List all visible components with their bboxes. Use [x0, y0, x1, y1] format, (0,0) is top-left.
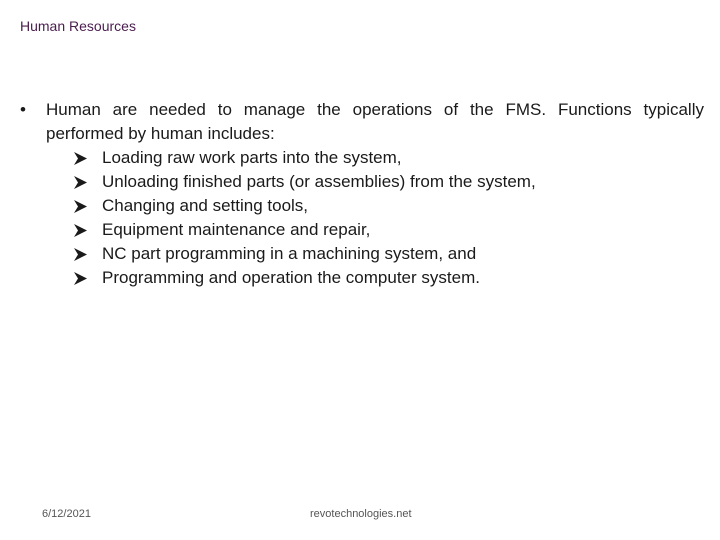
arrowhead-bullet-icon [74, 194, 102, 218]
slide-content [20, 98, 704, 290]
sub-bullet-text: Loading raw work parts into the system, [102, 148, 402, 167]
arrowhead-bullet-icon [74, 170, 102, 194]
sub-bullet-text: Unloading finished parts (or assemblies) from the system, [102, 172, 536, 191]
sub-bullet-text: Changing and setting tools, [102, 196, 309, 215]
sub-bullet-list [20, 146, 704, 290]
sub-bullet-text: Equipment maintenance and repair, [102, 220, 371, 239]
arrowhead-bullet-icon [74, 146, 102, 170]
arrowhead-bullet-icon [74, 218, 102, 242]
sub-bullet-item [74, 266, 704, 290]
main-bullet [20, 98, 704, 146]
sub-bullet-item [74, 218, 704, 242]
bullet-text: Human are needed to manage the operations of the FMS. Functions typically performed by human includes: [46, 100, 704, 143]
sub-bullet-text: Programming and operation the computer system. [102, 268, 480, 287]
sub-bullet-item [74, 170, 704, 194]
arrowhead-bullet-icon [74, 242, 102, 266]
sub-bullet-item [74, 146, 704, 170]
footer-website: revotechnologies.net [310, 508, 412, 520]
arrowhead-bullet-icon [74, 266, 102, 290]
slide-title: Human Resources [20, 18, 136, 34]
sub-bullet-item [74, 194, 704, 218]
footer-date: 6/12/2021 [42, 508, 91, 520]
bullet-dot: • [20, 100, 26, 119]
sub-bullet-text: NC part programming in a machining system, and [102, 244, 477, 263]
sub-bullet-item [74, 242, 704, 266]
